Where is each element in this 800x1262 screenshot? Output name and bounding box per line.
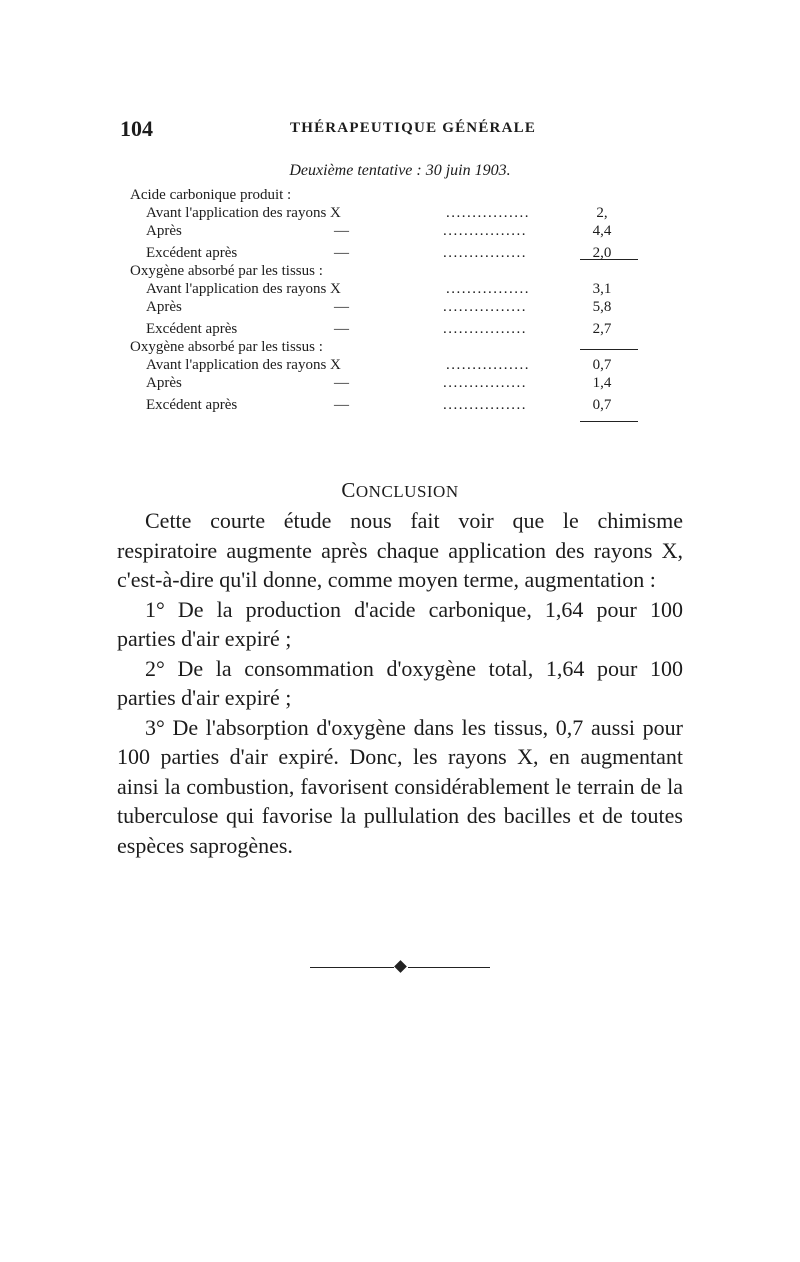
ditto-dash: —: [334, 245, 349, 261]
o2-tissues-title: Oxygène absorbé par les tissus :: [130, 339, 323, 355]
leader-dots: ................: [443, 299, 527, 315]
sum-rule: [580, 421, 638, 422]
ornament-line-right: [408, 967, 490, 968]
o2-total-excess-label: Excédent après: [146, 321, 238, 337]
o2-total-after-row: [130, 298, 640, 316]
measurements-table: [130, 186, 640, 414]
o2-total-before-row: [130, 280, 640, 298]
leader-dots: ................: [443, 397, 527, 413]
co2-after-row: [130, 222, 640, 240]
end-ornament: [310, 958, 490, 978]
section-subtitle: Deuxième tentative : 30 juin 1903.: [289, 162, 511, 179]
running-header: [120, 116, 640, 140]
o2-total-excess-row: [130, 320, 640, 338]
leader-dots: ................: [443, 245, 527, 261]
o2-tissues-excess-label: Excédent après: [146, 397, 238, 413]
co2-before-value: 2,: [596, 205, 608, 221]
o2-tissues-after-label: Après: [146, 375, 182, 391]
leader-dots: ................: [446, 281, 530, 297]
conclusion-intro-paragraph: Cette courte étude nous fait voir que le chimisme respiratoire augmente après chaque application des rayons X, c'est-à-dire qu'il donne, comme moyen terme, augmentation :: [117, 508, 683, 592]
leader-dots: ................: [446, 205, 530, 221]
co2-before-label: Avant l'application des rayons X: [146, 205, 341, 221]
o2-tissues-excess-value: 0,7: [592, 397, 612, 413]
diamond-icon: [394, 960, 407, 973]
conclusion-item-2: 2° De la consommation d'oxygène total, 1,64 pour 100 parties d'air expiré ;: [117, 655, 683, 710]
co2-excess-row: [130, 244, 640, 262]
o2-tissues-excess-row: [130, 396, 640, 414]
co2-title-row: [130, 186, 640, 204]
ditto-dash: —: [334, 223, 349, 239]
page-number: 104: [120, 116, 153, 141]
co2-title: Acide carbonique produit :: [130, 187, 292, 203]
o2-total-after-label: Après: [146, 299, 182, 315]
o2-tissues-before-row: [130, 356, 640, 374]
o2-tissues-after-value: 1,4: [592, 375, 612, 391]
conclusion-heading-initial: C: [341, 478, 356, 502]
o2-tissues-before-label: Avant l'application des rayons X: [146, 357, 341, 373]
ditto-dash: —: [334, 397, 349, 413]
o2-tissues-after-row: [130, 374, 640, 392]
o2-total-before-value: 3,1: [592, 281, 612, 297]
leader-dots: ................: [443, 321, 527, 337]
ditto-dash: —: [334, 299, 349, 315]
o2-tissues-title-row: [130, 338, 640, 356]
conclusion-item-1: 1° De la production d'acide carbonique, 1,64 pour 100 parties d'air expiré ;: [117, 596, 683, 651]
o2-tissues-before-value: 0,7: [592, 357, 612, 373]
co2-after-label: Après: [146, 223, 182, 239]
o2-total-after-value: 5,8: [592, 299, 612, 315]
co2-excess-label: Excédent après: [146, 245, 238, 261]
o2-total-excess-value: 2,7: [592, 321, 612, 337]
conclusion-heading: [0, 478, 800, 503]
co2-before-row: [130, 204, 640, 222]
o2-total-title-row: [130, 262, 640, 280]
conclusion-heading-rest: ONCLUSION: [355, 482, 459, 501]
ditto-dash: —: [334, 321, 349, 337]
conclusion-item-3: 3° De l'absorption d'oxygène dans les tissus, 0,7 aussi pour 100 parties d'air expiré. Donc, les rayons X, en augmentant ainsi la combustion, favorisent considérablement le terrain de la tuberculose qui favorise la pullulation des bacilles et de toutes espèces saprogènes.: [117, 714, 683, 858]
leader-dots: ................: [443, 375, 527, 391]
o2-total-before-label: Avant l'application des rayons X: [146, 281, 341, 297]
conclusion-body: [117, 506, 683, 860]
co2-after-value: 4,4: [592, 223, 612, 239]
leader-dots: ................: [446, 357, 530, 373]
o2-total-title: Oxygène absorbé par les tissus :: [130, 263, 323, 279]
leader-dots: ................: [443, 223, 527, 239]
ornament-line-left: [310, 967, 394, 968]
ditto-dash: —: [334, 375, 349, 391]
running-title: THÉRAPEUTIQUE GÉNÉRALE: [290, 120, 537, 136]
co2-excess-value: 2,0: [592, 245, 612, 261]
